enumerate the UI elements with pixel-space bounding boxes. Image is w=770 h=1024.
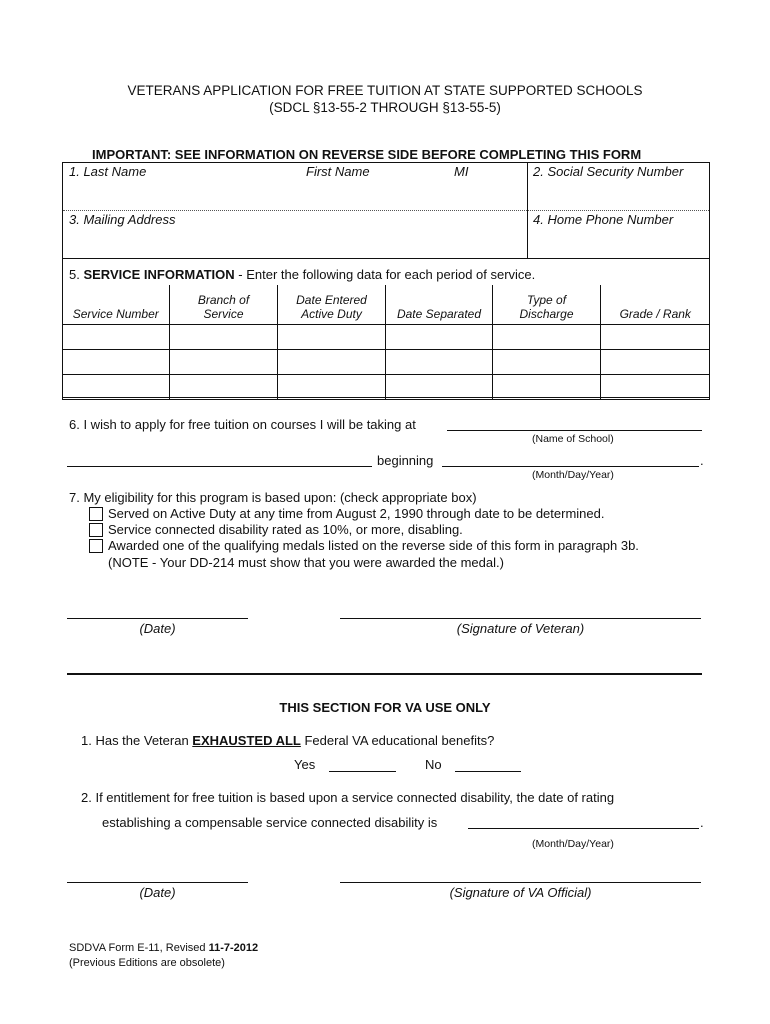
table-cell[interactable] (278, 350, 386, 375)
va-question-2-cont: establishing a compensable service connected disability is (102, 815, 438, 830)
form-number (69, 942, 258, 954)
rating-period: . (700, 815, 704, 830)
table-row (63, 375, 710, 400)
table-row (63, 350, 710, 375)
va-signature-field[interactable] (340, 882, 701, 883)
no-field[interactable] (455, 771, 521, 772)
table-cell[interactable] (493, 350, 601, 375)
veteran-signature-field[interactable] (340, 618, 701, 619)
beginning-date-field[interactable] (442, 466, 699, 467)
q1-prefix: 1. Has the Veteran (81, 733, 193, 748)
item6-text: 6. I wish to apply for free tuition on courses I will be taking at (69, 417, 416, 432)
table-cell[interactable] (63, 350, 170, 375)
mailing-address-label: 3. Mailing Address (69, 212, 176, 227)
service-heading-number: 5. (69, 267, 84, 282)
veteran-signature-caption: (Signature of Veteran) (456, 621, 585, 636)
table-cell[interactable] (63, 325, 170, 350)
table-cell[interactable] (493, 325, 601, 350)
q1-emphasis: EXHAUSTED ALL (192, 733, 301, 748)
beginning-period: . (700, 453, 704, 468)
service-table (62, 285, 710, 400)
va-question-2: 2. If entitlement for free tuition is based upon a service connected disability, the date of rating (81, 790, 615, 805)
table-cell[interactable] (170, 325, 278, 350)
yes-label: Yes (294, 757, 316, 772)
disability-option: Service connected disability rated as 10%, or more, disabling. (108, 522, 463, 537)
first-name-label: First Name (306, 164, 370, 179)
table-cell[interactable] (386, 350, 493, 375)
form-subtitle: (SDCL §13-55-2 THROUGH §13-55-5) (269, 100, 501, 115)
beginning-date-caption: (Month/Day/Year) (532, 469, 614, 481)
home-phone-label: 4. Home Phone Number (533, 212, 674, 227)
rating-date-caption: (Month/Day/Year) (532, 838, 614, 850)
va-date-field[interactable] (67, 882, 248, 883)
dd214-note: (NOTE - Your DD-214 must show that you were awarded the medal.) (108, 555, 504, 570)
table-cell[interactable] (278, 375, 386, 400)
school-name-field[interactable] (447, 430, 702, 431)
form-title: VETERANS APPLICATION FOR FREE TUITION AT STATE SUPPORTED SCHOOLS (127, 83, 643, 98)
rating-date-field[interactable] (468, 828, 699, 829)
table-cell[interactable] (170, 350, 278, 375)
veteran-date-caption: (Date) (139, 621, 176, 636)
school-name-caption: (Name of School) (532, 433, 614, 445)
ssn-label: 2. Social Security Number (533, 164, 684, 179)
veteran-date-field[interactable] (67, 618, 248, 619)
table-cell[interactable] (386, 325, 493, 350)
table-cell[interactable] (601, 325, 710, 350)
service-heading-bold: SERVICE INFORMATION (83, 267, 235, 282)
right-column-divider (527, 162, 528, 259)
beginning-label: beginning (377, 453, 434, 468)
item7-text: 7. My eligibility for this program is based upon: (check appropriate box) (69, 490, 477, 505)
table-cell[interactable] (278, 325, 386, 350)
va-section-heading: THIS SECTION FOR VA USE ONLY (279, 700, 491, 715)
table-cell[interactable] (63, 375, 170, 400)
no-label: No (425, 757, 442, 772)
table-cell[interactable] (601, 375, 710, 400)
col-header-discharge: Type of Discharge (493, 285, 601, 325)
section-divider (67, 673, 702, 675)
obsolete-note: (Previous Editions are obsolete) (69, 957, 225, 969)
va-question-1 (81, 733, 494, 748)
address-row-divider (63, 258, 709, 259)
service-info-heading (69, 267, 535, 282)
mi-label: MI (454, 164, 469, 179)
col-header-date-entered: Date Entered Active Duty (278, 285, 386, 325)
course-field[interactable] (67, 466, 372, 467)
name-row-divider (63, 210, 709, 211)
va-signature-caption: (Signature of VA Official) (449, 885, 592, 900)
active-duty-option: Served on Active Duty at any time from August 2, 1990 through date to be determined. (108, 506, 605, 521)
service-heading-rest: - Enter the following data for each period of service. (234, 267, 536, 282)
table-cell[interactable] (386, 375, 493, 400)
table-row (63, 325, 710, 350)
last-name-label: 1. Last Name (69, 164, 147, 179)
important-notice: IMPORTANT: SEE INFORMATION ON REVERSE SIDE BEFORE COMPLETING THIS FORM (92, 147, 642, 162)
yes-field[interactable] (329, 771, 396, 772)
table-cell[interactable] (170, 375, 278, 400)
col-header-branch: Branch of Service (170, 285, 278, 325)
table-cell[interactable] (601, 350, 710, 375)
form-number-prefix: SDDVA Form E-11, Revised (69, 942, 209, 954)
disability-checkbox[interactable] (89, 523, 103, 537)
table-cell[interactable] (493, 375, 601, 400)
q1-suffix: Federal VA educational benefits? (300, 733, 495, 748)
service-table-header (63, 285, 710, 325)
va-date-caption: (Date) (139, 885, 176, 900)
col-header-service-number: Service Number (63, 285, 170, 325)
active-duty-checkbox[interactable] (89, 507, 103, 521)
medal-checkbox[interactable] (89, 539, 103, 553)
col-header-grade-rank: Grade / Rank (601, 285, 710, 325)
medal-option: Awarded one of the qualifying medals listed on the reverse side of this form in paragraph 3b. (108, 538, 639, 553)
col-header-date-separated: Date Separated (386, 285, 493, 325)
form-revision-date: 11-7-2012 (208, 942, 259, 954)
